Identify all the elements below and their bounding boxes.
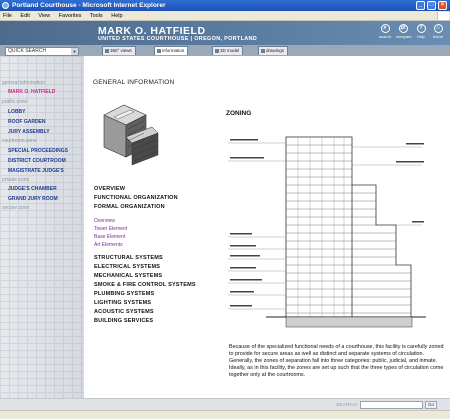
tab-label: 360° views [110,48,132,53]
sidebar-item-mark-o-hatfield[interactable]: MARK O. HATFIELD [8,89,56,95]
link-building-services[interactable]: BUILDING SERVICES [94,318,154,324]
section-title: GENERAL INFORMATION [93,79,175,86]
link-sub-art-elements[interactable]: Art Elements [94,242,123,248]
cube-icon [215,49,219,53]
link-mechanical-systems[interactable]: MECHANICAL SYSTEMS [94,273,163,279]
search-tool-button[interactable] [378,24,392,39]
status-bar [0,410,450,419]
minimize-button[interactable]: _ [416,1,425,10]
tab-3d-model[interactable] [212,46,243,55]
zoning-section-diagram [226,125,446,335]
drawing-icon [261,49,265,53]
home-tool-button[interactable] [431,24,445,39]
zone-label-public: public zone [2,99,28,105]
go-button[interactable]: Go [425,401,437,409]
quick-search-label: QUICK SEARCH [8,48,47,54]
link-overview[interactable]: OVERVIEW [94,186,126,192]
link-acoustic-systems[interactable]: ACOUSTIC SYSTEMS [94,309,154,315]
home-icon: ⌂ [434,24,443,33]
ie-logo-icon [2,2,9,9]
link-electrical-systems[interactable]: ELECTRICAL SYSTEMS [94,264,161,270]
menu-help[interactable]: Help [111,13,123,19]
windows-flag-icon [437,12,449,20]
sidebar-item-roof-garden[interactable]: ROOF GARDEN [8,119,46,125]
compare-tool-label: compare [396,34,412,39]
help-tool-button[interactable] [414,24,428,39]
tab-label: 3D model [220,48,240,53]
sidebar-item-judges-chamber[interactable]: JUDGE'S CHAMBER [8,186,57,192]
tab-label: information [162,48,185,53]
footer-search-input[interactable] [360,401,423,409]
compare-tool-button[interactable] [396,24,410,39]
info-icon [157,49,161,53]
sidebar-item-special-proceedings[interactable]: SPECIAL PROCEEDINGS [8,148,68,154]
sidebar-item-lobby[interactable]: LOBBY [8,109,26,115]
link-sub-base-element[interactable]: Base Element [94,234,126,240]
help-tool-label: help [417,34,425,39]
site-header [0,21,450,45]
zone-label-secure: secure zone [2,205,30,211]
link-formal-organization[interactable]: FORMAL ORGANIZATION [94,204,165,210]
tab-information[interactable] [154,46,188,55]
maximize-button[interactable]: □ [427,1,436,10]
zone-label-general: general information [2,80,45,86]
sidebar-item-magistrate-judges[interactable]: MAGISTRATE JUDGE'S [8,168,64,174]
link-lighting-systems[interactable]: LIGHTING SYSTEMS [94,300,152,306]
sidebar-item-grand-jury-room[interactable]: GRAND JURY ROOM [8,196,58,202]
menu-edit[interactable]: Edit [20,13,30,19]
building-3d-image [94,97,160,172]
window-title: Portland Courthouse - Microsoft Internet Explorer [12,2,166,9]
sidebar-item-district-courtroom[interactable]: DISTRICT COURTROOM [8,158,66,164]
camera-icon [105,49,109,53]
menu-view[interactable]: View [38,13,51,19]
footer-search-label: SEARCH [336,402,358,407]
help-icon: ? [417,24,426,33]
search-tool-label: search [378,34,391,39]
menu-tools[interactable]: Tools [89,13,103,19]
zoning-description: Because of the specialized functional needs of a courthouse, this facility is carefully zoned to provide for secure areas as well as distinct and separate systems of circulation. Generally, the zones of separation fall into three categories: public, judicial, and inmate. Ideally, as in this facility, the zones are set up such that the three types of circulation come together only at the courtrooms. [229,344,444,378]
chevron-down-icon: ▼ [72,49,77,54]
zone-label-courtroom: courtroom zone [2,138,37,144]
diagram-title: ZONING [226,110,252,117]
menu-file[interactable]: File [3,13,12,19]
link-sub-overview[interactable]: Overview [94,218,115,224]
compare-icon: ⇄ [400,25,406,31]
menu-favorites[interactable]: Favorites [58,13,82,19]
title-bar [0,0,450,11]
sidebar [0,56,84,407]
building-subtitle: UNITED STATES COURTHOUSE | OREGON, PORTLAND [98,36,258,42]
quick-search-select[interactable] [5,47,79,56]
footer-search-bar [0,398,450,410]
building-name: MARK O. HATFIELD [98,25,206,37]
tab-drawings[interactable] [258,46,288,55]
link-structural-systems[interactable]: STRUCTURAL SYSTEMS [94,255,163,261]
link-functional-organization[interactable]: FUNCTIONAL ORGANIZATION [94,195,178,201]
sidebar-item-jury-assembly[interactable]: JURY ASSEMBLY [8,129,50,135]
link-plumbing-systems[interactable]: PLUMBING SYSTEMS [94,291,155,297]
zone-label-private: private zone [2,177,30,183]
close-button[interactable]: × [438,1,447,10]
home-tool-label: home [432,34,443,39]
tab-360-views[interactable] [102,46,136,55]
link-smoke-fire-control[interactable]: SMOKE & FIRE CONTROL SYSTEMS [94,282,196,288]
tab-label: drawings [266,48,285,53]
search-icon: ⌕ [381,24,390,33]
menu-bar [0,11,450,21]
link-sub-tower-element[interactable]: Tower Element [94,226,128,232]
